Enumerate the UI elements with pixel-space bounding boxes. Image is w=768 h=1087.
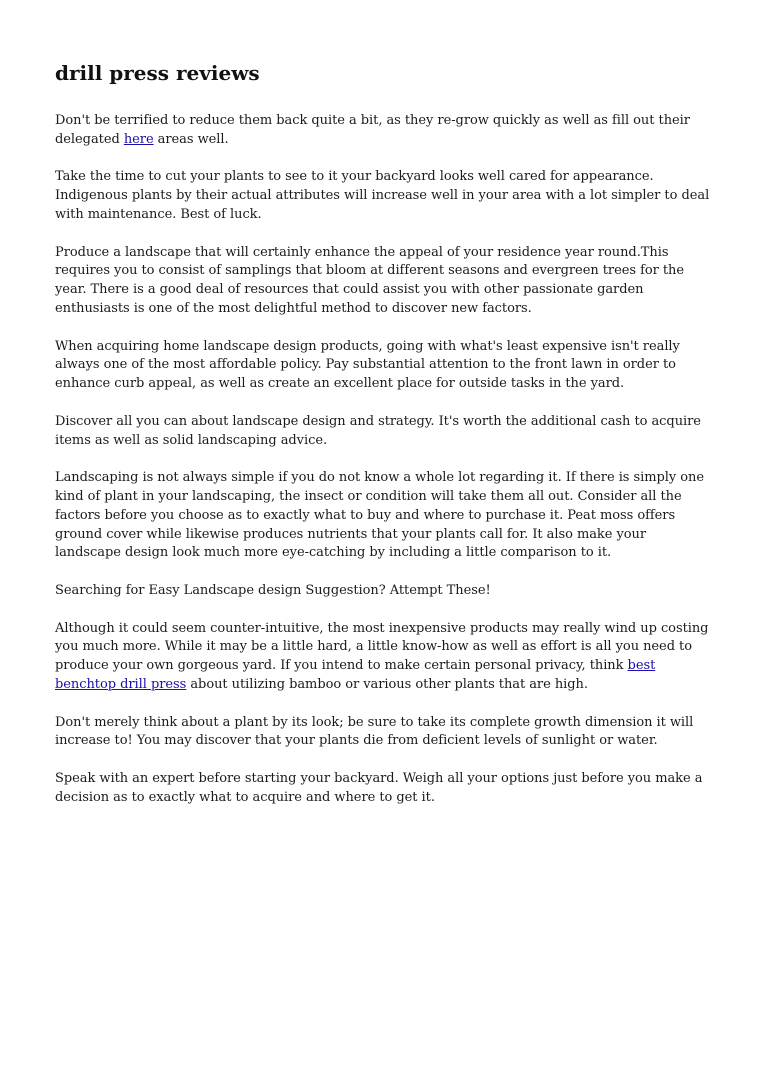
here-link[interactable]: here: [123, 131, 154, 147]
paragraph-text: areas well.: [153, 131, 229, 147]
paragraph: [55, 112, 715, 150]
best-benchtop-drill-press-link[interactable]: best benchtop drill press: [55, 658, 656, 692]
paragraph: When acquiring home landscape design products, going with what's least expensive isn't really always one of the most affordable policy. Pay substantial attention to the front lawn in order to enhance curb appeal, as well as create an excellent place for outside tasks in the yard.: [55, 338, 680, 392]
paragraph: Speak with an expert before starting your backyard. Weigh all your options just before you make a decision as to exactly what to acquire and where to get it.: [55, 770, 703, 805]
document-page: [55, 58, 715, 826]
paragraph: Discover all you can about landscape design and strategy. It's worth the additional cash to acquire items as well as solid landscaping advice.: [55, 413, 701, 448]
paragraph: Searching for Easy Landscape design Suggestion? Attempt These!: [55, 582, 491, 598]
paragraph: Produce a landscape that will certainly enhance the appeal of your residence year round.This requires you to consist of samplings that bloom at different seasons and evergreen trees for the year. There is a good deal of resources that could assist you with other passionate garden enthusiasts is one of the most delightful method to discover new factors.: [55, 244, 685, 316]
paragraph: Take the time to cut your plants to see to it your backyard looks well cared for appearance. Indigenous plants by their actual attributes will increase well in your area with a lot simpler to deal with maintenance. Best of luck.: [55, 169, 710, 222]
paragraph: Don't merely think about a plant by its look; be sure to take its complete growth dimension it will increase to! You may discover that your plants die from deficient levels of sunlight or water.: [55, 714, 694, 749]
paragraph: [55, 620, 715, 695]
paragraph: Landscaping is not always simple if you do not know a whole lot regarding it. If there is simply one kind of plant in your landscaping, the insect or condition will take them all out. Consider all the factors before you choose as to exactly what to buy and where to purchase it. Peat moss offers ground cover while likewise produces nutrients that your plants call for. It also make your landscape design look much more eye-catching by including a little comparison to it.: [55, 470, 705, 561]
page-title: drill press reviews: [55, 61, 260, 85]
paragraph-text: Although it could seem counter-intuitive, the most inexpensive products may really wind up costing you much more. While it may be a little hard, a little know-how as well as effort is all you need to produce your own gorgeous yard. If you intend to make certain personal privacy, think: [55, 620, 709, 674]
paragraph-text: Don't be terrified to reduce them back quite a bit, as they re-grow quickly as well as fill out their delegated: [55, 113, 690, 147]
paragraph-text: about utilizing bamboo or various other plants that are high.: [186, 676, 588, 692]
